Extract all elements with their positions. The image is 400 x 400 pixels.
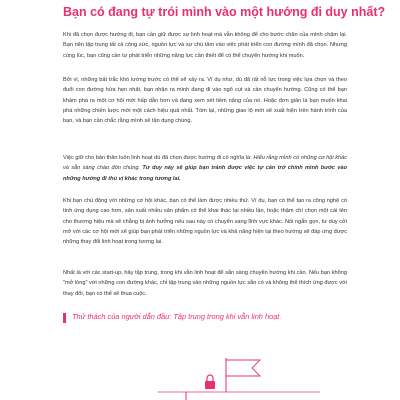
paragraph-3-lead: Việc giữ cho bản thân luôn linh hoạt dù đã chọn được hướng đi có nghĩa là: — [63, 155, 254, 161]
paragraph-1: Khi đã chọn được hướng đi, bạn cần giữ được sự linh hoạt mà vẫn không để cho bước chân của mình chậm lại. Bạn nên tập trung tất cả công sức, nguồn lực và sự chú tâm vào việc phát triển con đường mình đã chọn. Nhưng cùng lúc, bạn cũng cần tự phát triển những năng lực cần thiết để có thể chuyển hướng khi muốn. — [63, 32, 347, 59]
section-heading: Bạn có đang tự trói mình vào một hướng đi duy nhất? — [63, 5, 386, 19]
paragraph-3-emphasis: Tư duy này sẽ giúp bạn tránh được việc tự cản trở chính mình bước vào những hướng đi thú vị khác trong tương lai. — [63, 165, 347, 182]
paragraph-4: Khi bạn chú động với những cơ hội khác, bạn có thể làm được nhiều thứ. Ví dụ, bạn có thể tạo ra công nghệ có tính ứng dụng cao hơn, sản xuất nhiều sản phẩm có thể khai thác lại nhiều lần, hoặc thậm chí chọn một cái tên cho thương hiệu mà sẽ chẳng bị ảnh hưởng nếu sau này có chuyển sang lĩnh vực khác. Nói ngắn gọn, tư duy cởi mở với các cơ hội mới sẽ giúp bạn phát triển những nguồn lực và khả năng hiện tại theo hướng sẽ đáp ứng được những thay đổi linh hoạt trong tương lai. — [63, 198, 347, 246]
paragraph-5: Nhất là với các start-up, hãy tập trung, trong khi vẫn linh hoạt để sẵn sàng chuyển hướng khi cần. Nếu bạn không "mở lòng" với những con đường khác, chỉ tập trung vào những nguồn lực sẵn có và không thể thích ứng được với thay đổi, bạn có thể sẽ thua cuộc. — [63, 270, 347, 297]
paragraph-3-italic: Hiểu rằng mình có những cơ hội khác và sẵn sàng chào đón chúng. — [63, 155, 348, 172]
paragraph-2: Bởi vì, những bất trắc khó lường trước có thể sẽ xảy ra. Ví dụ như, dù đã rất nỗ lực trong việc lựa chọn và theo đuổi con đường hứa hẹn nhất, bạn nhận ra mình đang đi vào ngõ cụt và cần chuyển hướng. Cũng có thể bạn khám phá ra một cơ hội mới hấp dẫn hơn và đang xem xét tiềm năng của nó. Hoặc đơn giản là bạn muốn khai phá những chiến lược mới một cách hiệu quả nhất. Tóm lại, những giao lộ mới sẽ xuất hiện trên hành trình của bạn, và bạn cần chắc rằng mình sẽ tận dụng chúng. — [63, 77, 347, 125]
callout-text: Thử thách của người dẫn đầu: Tập trung trong khi vẫn linh hoạt. — [72, 312, 282, 321]
